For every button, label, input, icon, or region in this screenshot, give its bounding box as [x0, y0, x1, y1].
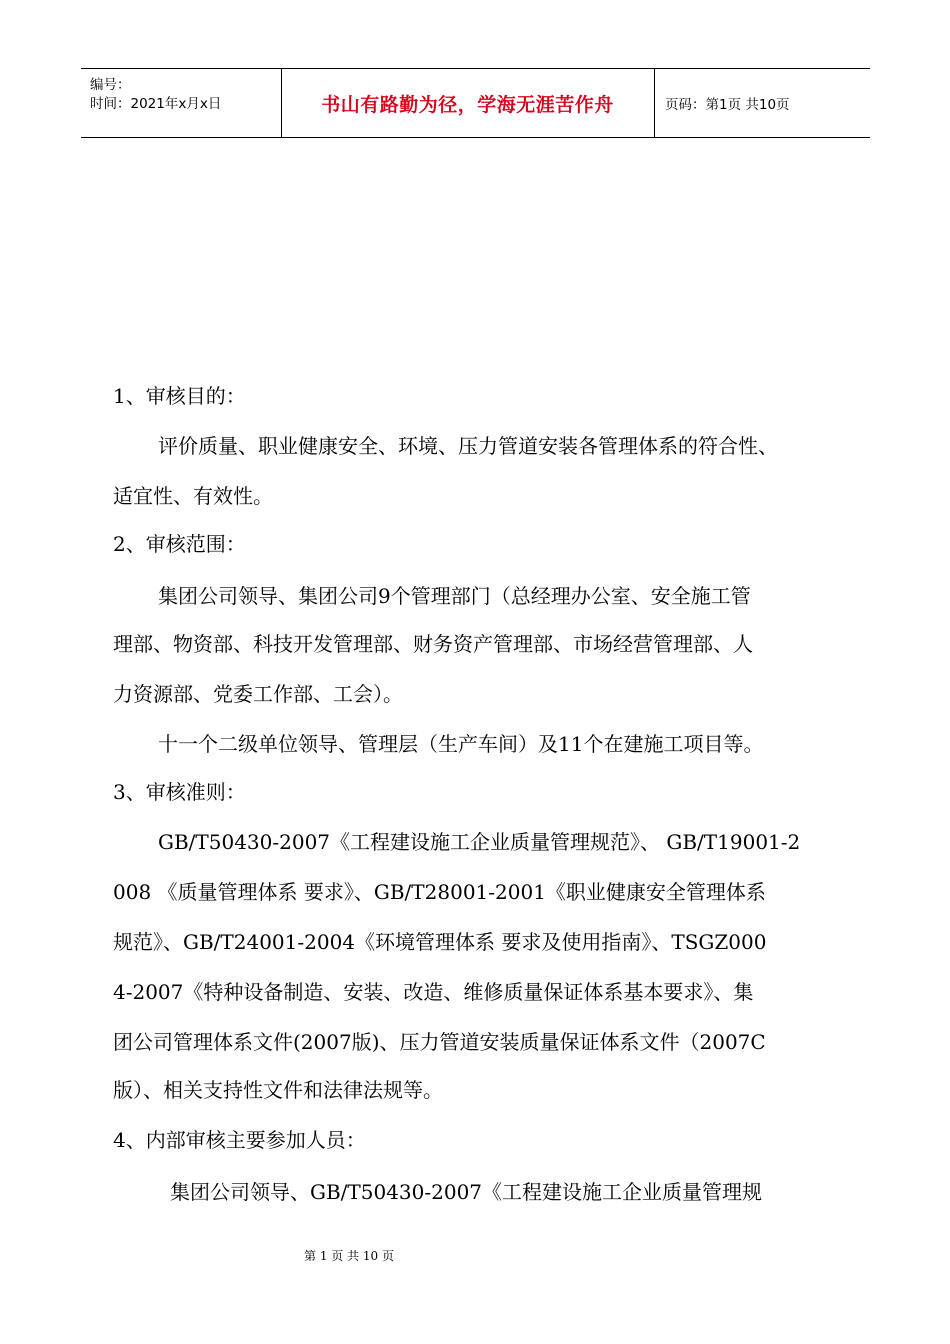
- paragraph-line: GB/T50430-2007《工程建设施工企业质量管理规范》、 GB/T19001-2: [158, 830, 801, 854]
- header-motto: 书山有路勤为径，学海无涯苦作舟: [321, 93, 614, 116]
- section-heading-criteria: 3、审核准则：: [113, 780, 246, 804]
- paragraph-line: 集团公司领导、GB/T50430-2007《工程建设施工企业质量管理规: [170, 1180, 763, 1204]
- document-header: [81, 68, 870, 138]
- document-time-label: 时间：2021年x月x日: [90, 96, 222, 112]
- header-page-info-cell: [655, 69, 870, 137]
- section-heading-scope: 2、审核范围：: [113, 532, 246, 556]
- header-motto-cell: [281, 69, 655, 137]
- paragraph-line: 团公司管理体系文件(2007版)、压力管道安装质量保证体系文件（2007C: [113, 1030, 766, 1054]
- section-heading-participants: 4、内部审核主要参加人员：: [113, 1128, 366, 1152]
- paragraph-line: 力资源部、党委工作部、工会）。: [113, 682, 403, 706]
- header-page-info: 页码：第1页 共10页: [665, 97, 790, 113]
- paragraph-line: 4-2007《特种设备制造、安装、改造、维修质量保证体系基本要求》、集: [113, 980, 754, 1004]
- section-heading-purpose: 1、审核目的：: [113, 384, 246, 408]
- document-number-label: 编号：: [90, 77, 131, 93]
- paragraph-line: 理部、物资部、科技开发管理部、财务资产管理部、市场经营管理部、人: [113, 632, 753, 656]
- paragraph-line: 规范》、GB/T24001-2004《环境管理体系 要求及使用指南》、TSGZ000: [113, 930, 767, 954]
- paragraph-line: 集团公司领导、集团公司9个管理部门（总经理办公室、安全施工管: [158, 584, 751, 608]
- paragraph-line: 008 《质量管理体系 要求》、GB/T28001-2001《职业健康安全管理体系: [113, 880, 766, 904]
- paragraph-line: 十一个二级单位领导、管理层（生产车间）及11个在建施工项目等。: [158, 732, 764, 756]
- page-footer: [0, 1247, 950, 1264]
- footer-page-number: 第 1 页 共 10 页: [304, 1249, 394, 1263]
- paragraph-line: 评价质量、职业健康安全、环境、压力管道安装各管理体系的符合性、: [158, 434, 778, 458]
- header-meta: [81, 69, 282, 137]
- paragraph-line: 适宜性、有效性。: [113, 484, 273, 508]
- paragraph-line: 版）、相关支持性文件和法律法规等。: [113, 1078, 443, 1102]
